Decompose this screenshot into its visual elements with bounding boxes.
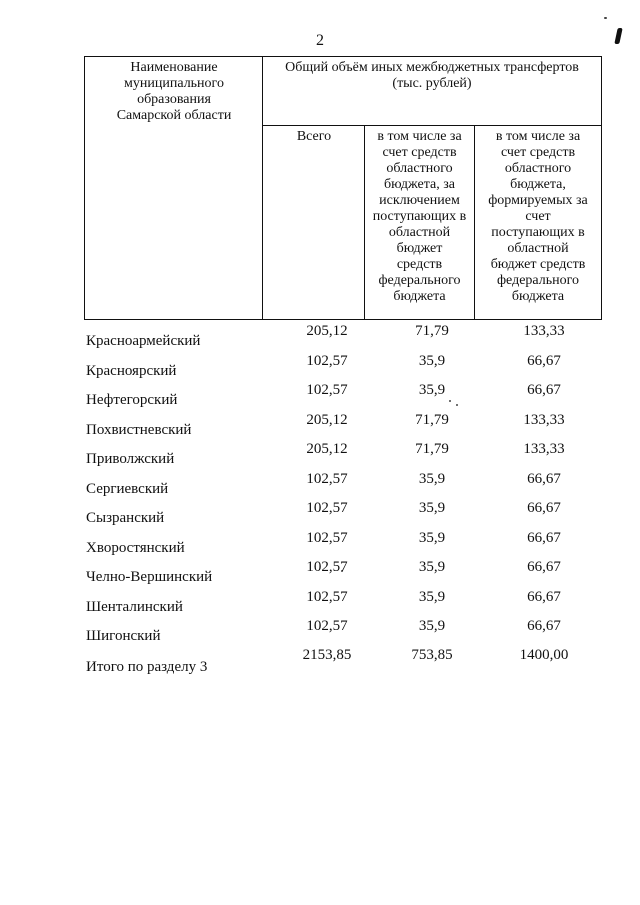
municipality-name: Похвистневский — [86, 421, 192, 438]
municipality-name: Сергиевский — [86, 480, 169, 497]
header-divider — [262, 56, 263, 320]
table-row — [86, 586, 606, 616]
margin-mark — [614, 28, 622, 44]
table-body — [86, 320, 606, 674]
total-value: 102,57 — [306, 618, 348, 634]
header-right-border — [601, 56, 602, 320]
total-value: 205,12 — [306, 411, 348, 428]
total-value: 102,57 — [306, 588, 348, 605]
federal-value: 66,67 — [527, 352, 561, 369]
federal-value: 66,67 — [527, 500, 561, 516]
subcolumn-divider — [364, 125, 365, 320]
regional-value: 35,9 — [418, 352, 446, 369]
table-row — [86, 527, 606, 557]
total-row — [86, 645, 606, 675]
federal-value: 66,67 — [527, 529, 561, 546]
regional-value: 35,9 — [418, 500, 446, 516]
table-row — [86, 379, 606, 409]
total-value: 102,57 — [306, 529, 348, 546]
municipality-name: Красноармейский — [86, 333, 201, 349]
federal-value: 66,67 — [527, 470, 561, 487]
total-value: 205,12 — [306, 441, 348, 457]
regional-value: 71,79 — [415, 411, 449, 428]
municipality-name: Челно-Вершинский — [86, 569, 213, 585]
table-row — [86, 320, 606, 350]
total-value: 205,12 — [306, 323, 348, 339]
municipality-name: Шигонский — [86, 628, 161, 644]
regional-value: 35,9 — [418, 382, 446, 398]
group-divider — [262, 125, 602, 126]
regional-value: 35,9 — [418, 559, 446, 575]
municipality-name: Нефтегорский — [86, 392, 178, 408]
federal-value: 66,67 — [527, 588, 561, 605]
total-value: 102,57 — [306, 559, 348, 575]
page-number: 2 — [316, 32, 324, 49]
federal-value: 133,33 — [523, 411, 565, 428]
table-row — [86, 556, 606, 586]
federal-value: 133,33 — [523, 441, 565, 457]
regional-value: 35,9 — [418, 470, 446, 487]
municipality-name: Приволжский — [86, 451, 175, 467]
total-value: 102,57 — [306, 352, 348, 369]
header-left-border — [84, 56, 85, 320]
regional-column-header: в том числе за счет средств областного бюджета, за исключением поступающих в областной бюджет средств федерального бюджета — [372, 129, 467, 304]
regional-value: 71,79 — [415, 323, 449, 339]
federal-value: 66,67 — [527, 382, 561, 398]
municipality-name: Красноярский — [86, 362, 177, 379]
total-value: 102,57 — [306, 500, 348, 516]
municipality-name: Шенталинский — [86, 598, 183, 615]
federal-value: 133,33 — [523, 323, 565, 339]
table-row — [86, 615, 606, 645]
regional-total-value: 753,85 — [411, 646, 453, 663]
total-value: 102,57 — [306, 470, 348, 487]
municipality-name: Хворостянский — [86, 539, 185, 556]
header-top-border — [84, 56, 602, 57]
subcolumn-divider — [474, 125, 475, 320]
table-row — [86, 497, 606, 527]
federal-value: 66,67 — [527, 559, 561, 575]
regional-value: 35,9 — [418, 529, 446, 546]
municipality-name: Сызранский — [86, 510, 165, 526]
federal-column-header: в том числе за счет средств областного бюджета, формируемых за счет поступающих в областной бюджет средств федерального бюджета — [488, 129, 588, 304]
transfer-group-header: Общий объём иных межбюджетных трансфертов (тыс. рублей) — [285, 60, 579, 91]
federal-value: 66,67 — [527, 618, 561, 634]
table-row — [86, 468, 606, 498]
regional-value: 71,79 — [415, 441, 449, 457]
federal-total-value: 1400,00 — [519, 646, 569, 663]
total-column-header: Всего — [296, 129, 332, 144]
regional-value: 35,9 — [418, 618, 446, 634]
municipality-header: Наименование муниципального образования Самарской области — [116, 60, 232, 123]
scan-speck — [604, 17, 607, 19]
grand-total-value: 2153,85 — [302, 646, 352, 663]
table-row — [86, 350, 606, 380]
total-row-label: Итого по разделу 3 — [86, 658, 208, 675]
regional-value: 35,9 — [418, 588, 446, 605]
table-row — [86, 438, 606, 468]
table-row — [86, 409, 606, 439]
total-value: 102,57 — [306, 382, 348, 398]
